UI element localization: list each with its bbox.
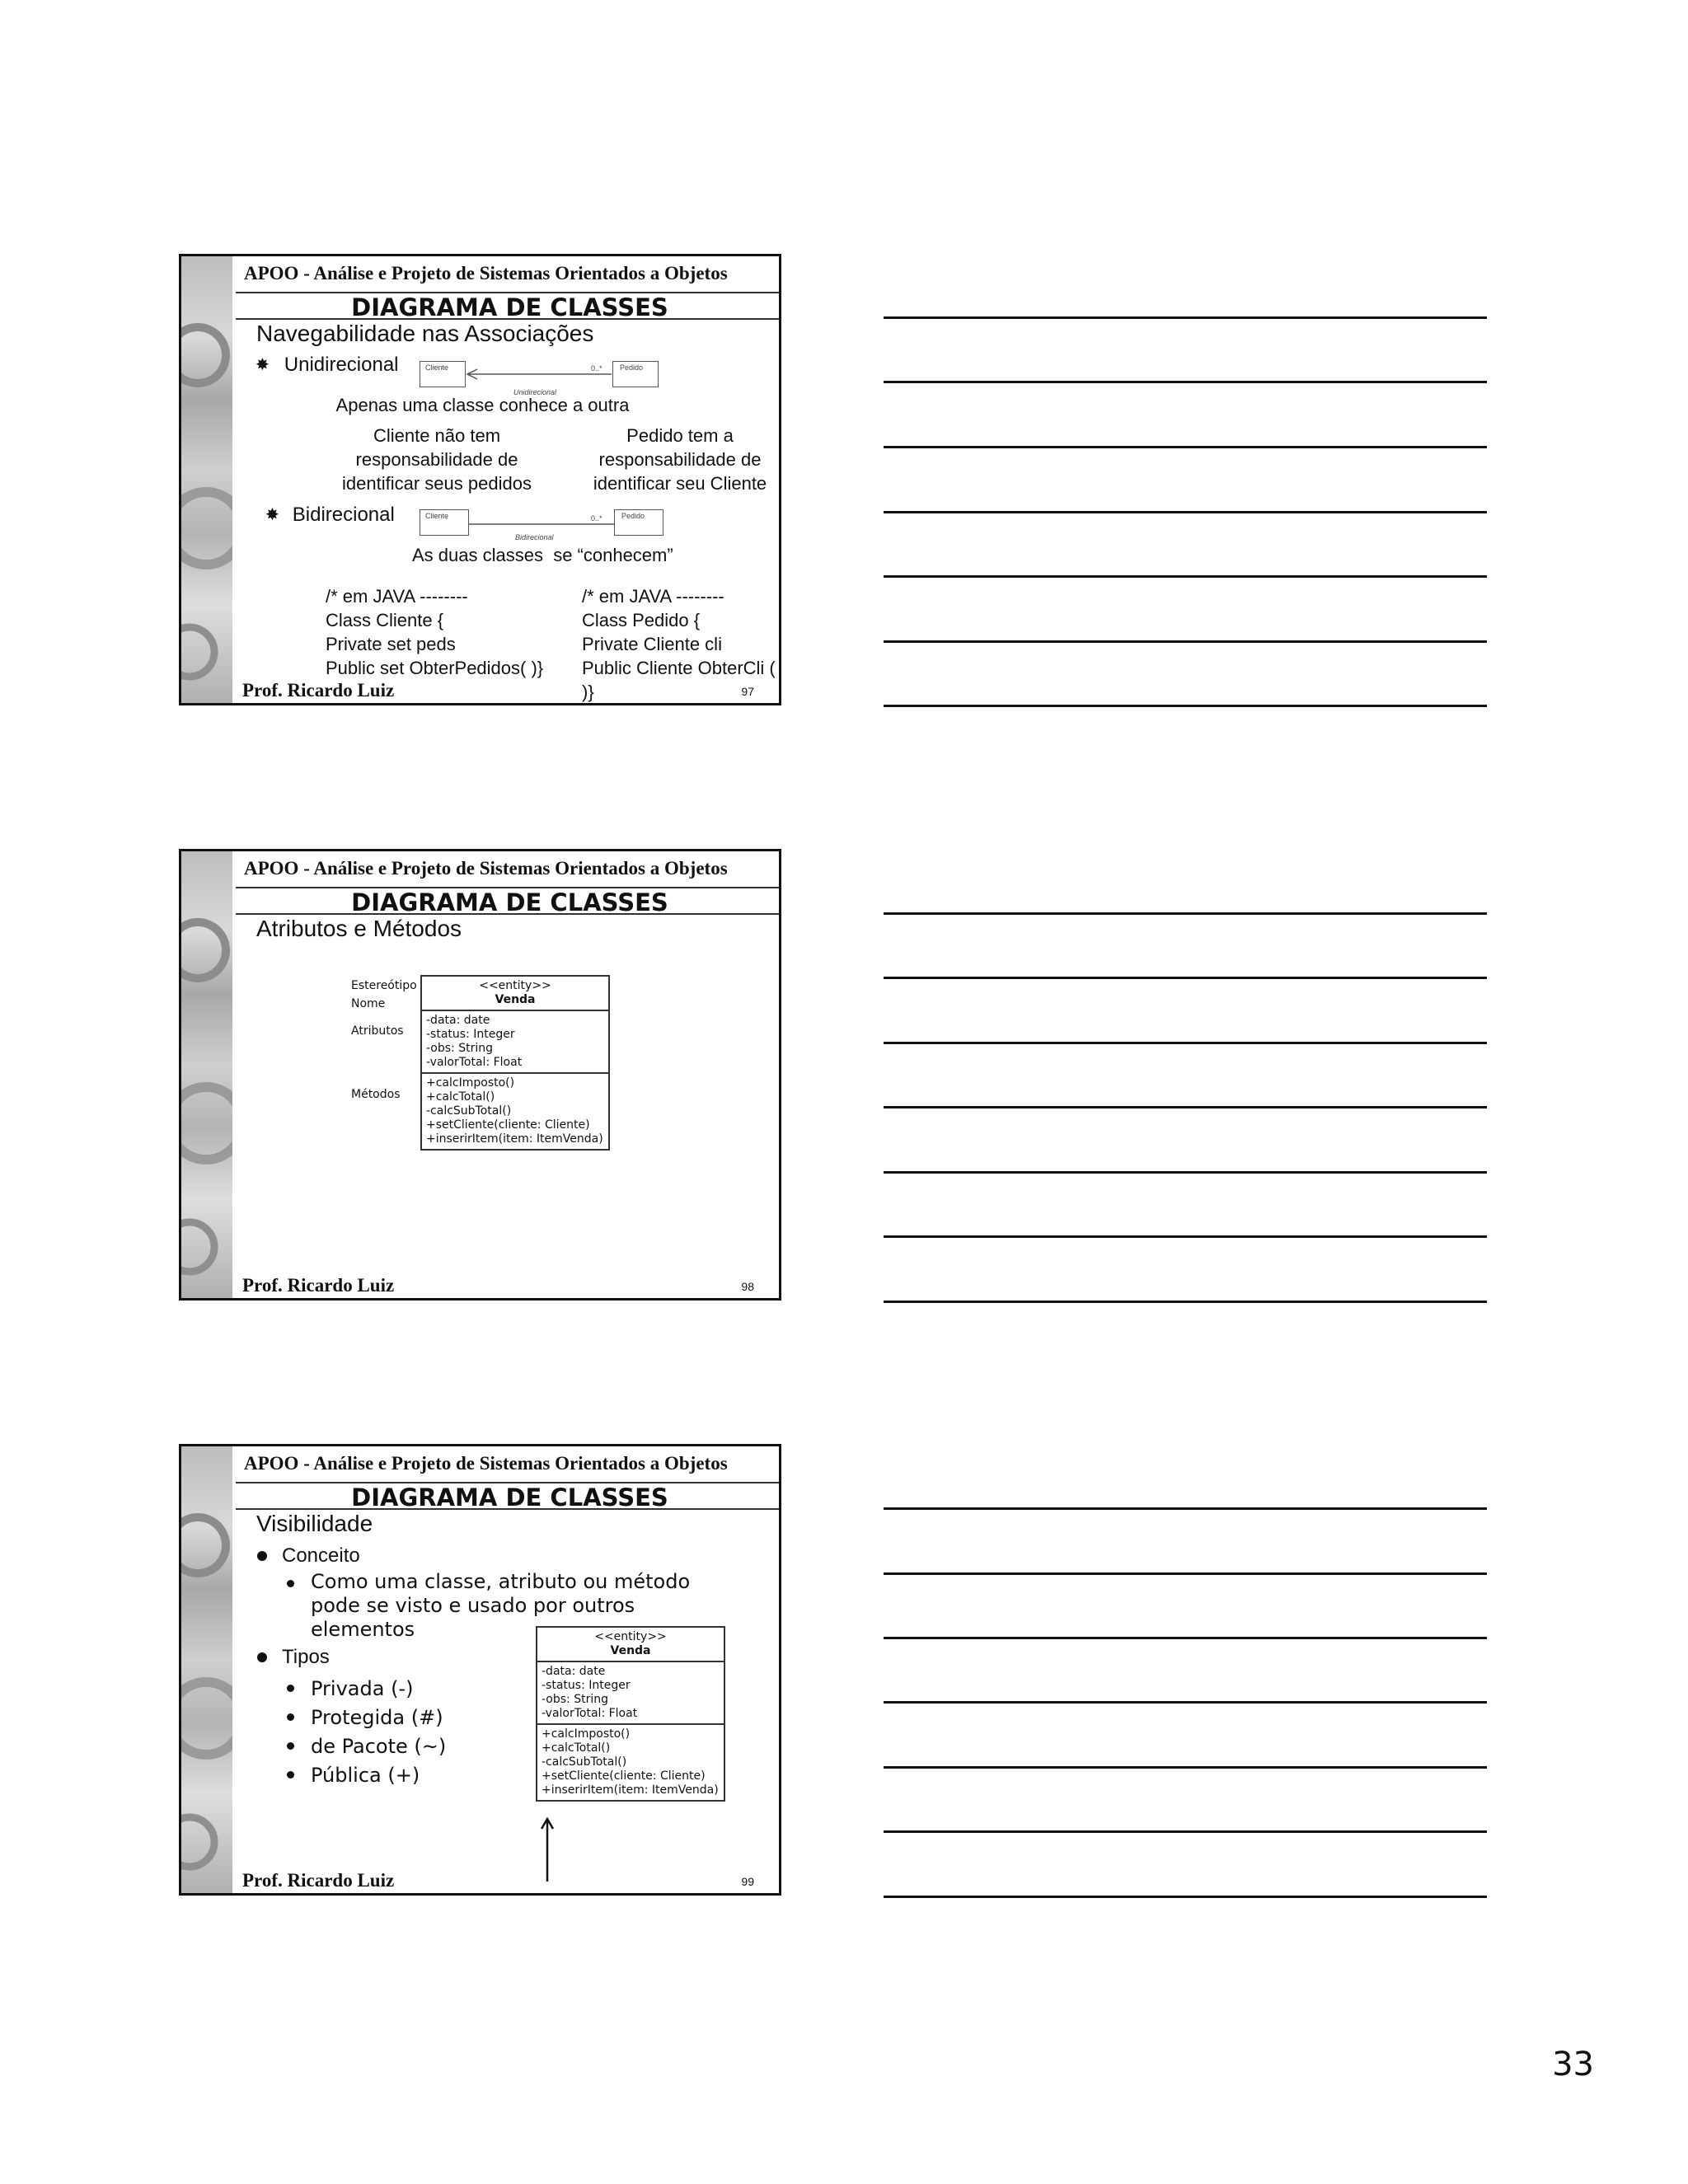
slide-header: APOO - Análise e Projeto de Sistemas Orientados a Objetos — [244, 1453, 728, 1474]
note-line — [884, 575, 1487, 578]
class-attributes: -data: date -status: Integer -obs: String -valorTotal: Float — [537, 1662, 724, 1725]
note-line — [884, 1106, 1487, 1108]
bullet-icon — [287, 1685, 294, 1692]
slide-header: APOO - Análise e Projeto de Sistemas Orientados a Objetos — [244, 263, 728, 284]
bullet-icon — [287, 1580, 294, 1587]
note-line — [884, 977, 1487, 979]
label-nome: Nome — [351, 997, 386, 1010]
note-line — [884, 1896, 1487, 1898]
star-bullet-icon: ✸ — [265, 506, 279, 524]
slide-header: APOO - Análise e Projeto de Sistemas Orientados a Objetos — [244, 858, 728, 879]
code-right: /* em JAVA -------- Class Pedido { Private Cliente cli Public Cliente ObterCli ( )} — [582, 586, 776, 702]
association-caption: Bidirecional — [515, 533, 554, 541]
slide-title: DIAGRAMA DE CLASSES — [236, 887, 781, 915]
note-line — [884, 640, 1487, 643]
note-line — [884, 1701, 1487, 1704]
association-caption: Unidirecional — [513, 388, 557, 396]
star-bullet-icon: ✸ — [256, 356, 270, 374]
label-atributos: Atributos — [351, 1024, 404, 1038]
uml-unidirecional — [420, 361, 659, 398]
uml-class-pedido: Pedido — [614, 509, 663, 536]
label-metodos: Métodos — [351, 1088, 401, 1101]
left-column-text: Cliente não tem responsabilidade de identificar seus pedidos — [342, 425, 532, 494]
note-line — [884, 1637, 1487, 1639]
multiplicity: 0..* — [591, 364, 603, 373]
bullet-icon — [257, 1551, 267, 1561]
bullet-tipos: Tipos — [257, 1646, 330, 1669]
note-line — [884, 1572, 1487, 1575]
gear-decoration — [181, 256, 232, 703]
note-line — [884, 316, 1487, 319]
bullet-icon — [287, 1742, 294, 1750]
bullet-icon — [287, 1713, 294, 1721]
slide-subtitle: Navegabilidade nas Associações — [256, 321, 594, 346]
note-line — [884, 381, 1487, 383]
bullet-label: Bidirecional — [292, 504, 395, 526]
uml-bidirecional — [420, 509, 667, 546]
uml-class-pedido: Pedido — [612, 361, 659, 387]
note-line — [884, 912, 1487, 915]
note-line — [884, 511, 1487, 513]
multiplicity: 0..* — [591, 514, 603, 523]
class-header: <<entity>> Venda — [537, 1628, 724, 1662]
note-line — [884, 705, 1487, 707]
up-arrow-icon — [539, 1817, 556, 1883]
bullet-icon — [257, 1652, 267, 1662]
bullet-conceito: Conceito — [257, 1544, 360, 1568]
note-line — [884, 1507, 1487, 1510]
bullet-label: Unidirecional — [284, 354, 399, 376]
class-header: <<entity>> Venda — [422, 977, 608, 1011]
slide-author: Prof. Ricardo Luiz — [242, 680, 395, 701]
slide-subtitle: Atributos e Métodos — [256, 916, 462, 941]
slide-title: DIAGRAMA DE CLASSES — [236, 292, 781, 320]
slide-97 — [179, 254, 781, 705]
gear-decoration — [181, 851, 232, 1298]
note-line — [884, 1766, 1487, 1769]
right-column-text: Pedido tem a responsabilidade de identificar seu Cliente — [593, 425, 767, 494]
uml-class-cliente: Cliente — [420, 361, 466, 387]
gear-decoration — [181, 1446, 232, 1893]
slide-number: 97 — [741, 685, 754, 698]
tipos-list: Privada (-) Protegida (#) de Pacote (~) Pública (+) — [287, 1674, 446, 1789]
note-line — [884, 1301, 1487, 1303]
class-methods: +calcImposto() +calcTotal() -calcSubTotal() +setCliente(cliente: Cliente) +inserirItem(item: ItemVenda) — [426, 1076, 603, 1146]
slide-number: 99 — [741, 1875, 754, 1888]
bullet-icon — [287, 1771, 294, 1779]
bullet-unidirecional — [256, 354, 399, 377]
slide-99 — [179, 1444, 781, 1896]
note-line — [884, 1042, 1487, 1044]
slide-author: Prof. Ricardo Luiz — [242, 1275, 395, 1296]
note-line — [884, 1830, 1487, 1833]
uml-class-venda — [536, 1626, 725, 1802]
slide-number: 98 — [741, 1280, 754, 1293]
note-line — [884, 446, 1487, 448]
slide-98 — [179, 849, 781, 1301]
label-estereotipo: Estereótipo — [351, 979, 417, 992]
page-number: 33 — [1552, 2046, 1594, 2083]
code-left: /* em JAVA -------- Class Cliente { Private set peds Public set ObterPedidos( )} — [326, 586, 544, 678]
class-attributes: -data: date -status: Integer -obs: String -valorTotal: Float — [422, 1011, 608, 1074]
class-methods: +calcImposto() +calcTotal() -calcSubTotal() +setCliente(cliente: Cliente) +inserirItem(item: ItemVenda) — [542, 1727, 719, 1797]
uml-class-venda — [420, 975, 610, 1151]
bi-description: As duas classes se “conhecem” — [412, 545, 673, 565]
slide-subtitle: Visibilidade — [256, 1511, 373, 1536]
slide-title: DIAGRAMA DE CLASSES — [236, 1482, 781, 1510]
uni-description: Apenas uma classe conhece a outra — [335, 395, 630, 415]
conceito-text: Como uma classe, atributo ou método pode se visto e usado por outros elementos — [287, 1570, 690, 1642]
bullet-bidirecional — [265, 504, 395, 527]
slide-author: Prof. Ricardo Luiz — [242, 1870, 395, 1891]
uml-class-cliente: Cliente — [420, 509, 469, 536]
note-line — [884, 1171, 1487, 1174]
note-line — [884, 1235, 1487, 1238]
